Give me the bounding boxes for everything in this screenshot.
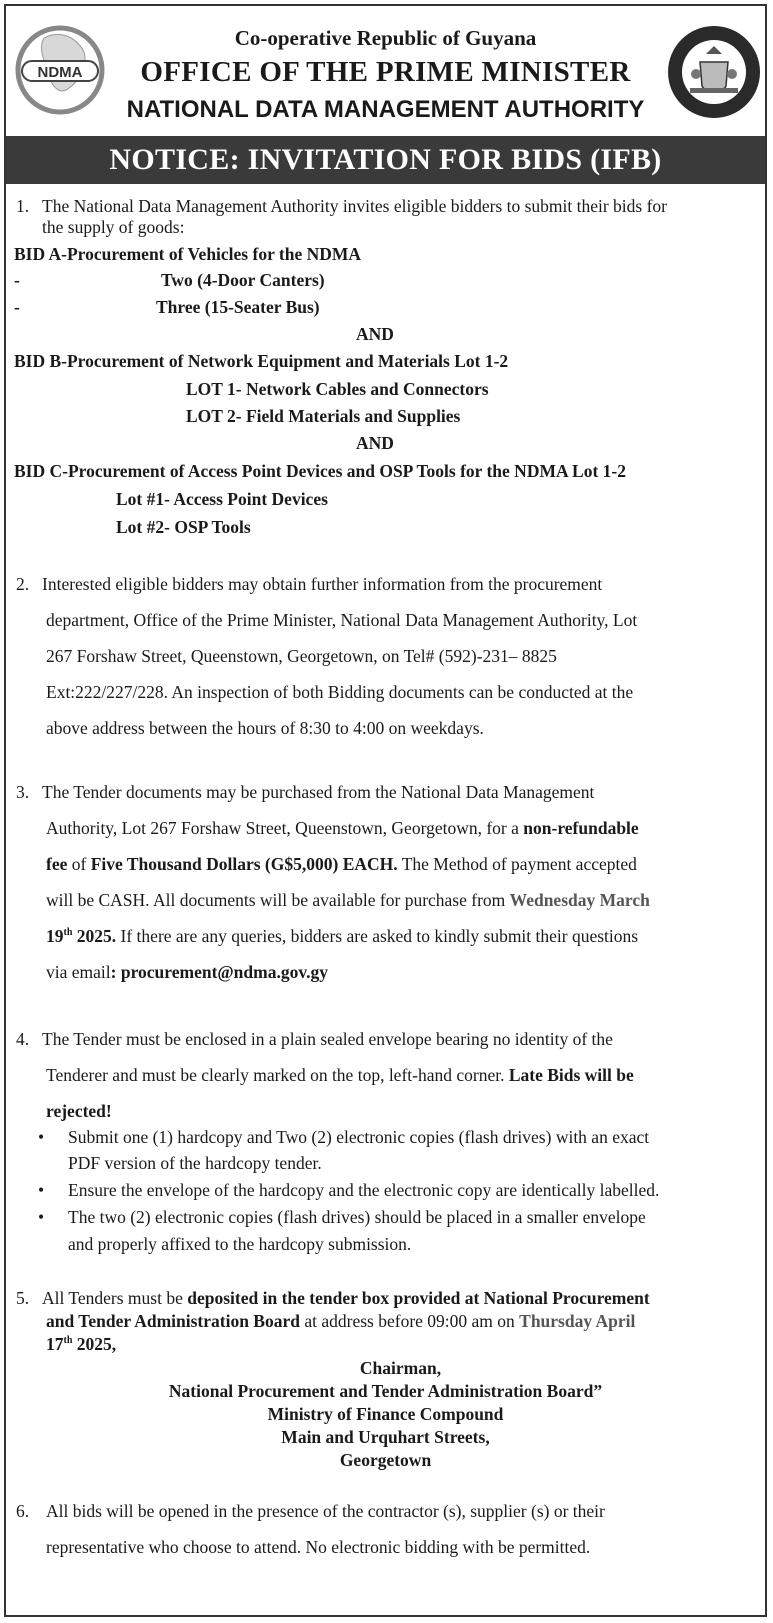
section-2-line-3: 267 Forshaw Street, Queenstown, Georgetown, on Tel# (592)-231– 8825 [46,646,557,666]
section-5-line-2: and Tender Administration Board at address before 09:00 am on Thursday April [46,1311,636,1331]
section-5-number: 5. [16,1288,30,1308]
and-separator-2: AND [356,433,394,453]
bullet-1-line-2: PDF version of the hardcopy tender. [68,1153,322,1173]
bid-b-lot-1: LOT 1- Network Cables and Connectors [186,379,489,399]
section-3-line-3: fee of Five Thousand Dollars (G$5,000) EACH. The Method of payment accepted [46,854,637,874]
and-separator-1: AND [356,324,394,344]
section-2-number: 2. [16,574,30,594]
address-city: Georgetown [339,1450,432,1470]
section-3-line-6: via email: procurement@ndma.gov.gy [46,962,329,982]
section-1-line-2: the supply of goods: [42,217,185,237]
opm-seal [666,24,762,120]
bullet-dot: • [38,1127,45,1147]
address-streets: Main and Urquhart Streets, [281,1427,490,1447]
notice-banner: NOTICE: INVITATION FOR BIDS (IFB) [6,136,765,184]
bid-a-heading: BID A-Procurement of Vehicles for the NDMA [14,244,362,264]
bid-a-item-1: Two (4-Door Canters) [161,270,325,290]
section-4-number: 4. [16,1029,30,1049]
address-board: National Procurement and Tender Administration Board” [168,1381,603,1401]
bid-a-dash-2: - [14,297,20,317]
section-5-line-3: 17th 2025, [46,1334,117,1354]
bullet-2-line-1: Ensure the envelope of the hardcopy and the electronic copy are identically labelled. [68,1180,660,1200]
office-title: OFFICE OF THE PRIME MINISTER [140,56,631,88]
section-4-line-1: The Tender must be enclosed in a plain sealed envelope bearing no identity of the [42,1029,613,1049]
bullet-dot: • [38,1207,45,1227]
section-3-number: 3. [16,782,30,802]
section-3-line-2: Authority, Lot 267 Forshaw Street, Queenstown, Georgetown, for a non-refundable [46,818,639,838]
authority-title: NATIONAL DATA MANAGEMENT AUTHORITY [126,96,645,123]
notice-page [4,4,767,1617]
section-5-line-1: All Tenders must be deposited in the tender box provided at National Procurement [42,1288,650,1308]
section-6-line-1: All bids will be opened in the presence of the contractor (s), supplier (s) or their [46,1501,605,1521]
bid-c-heading: BID C-Procurement of Access Point Devices and OSP Tools for the NDMA Lot 1-2 [14,461,626,481]
section-4-line-3: rejected! [46,1101,112,1121]
section-3-line-5: 19th 2025. If there are any queries, bidders are asked to kindly submit their questions [46,926,639,946]
section-1-line-1: The National Data Management Authority invites eligible bidders to submit their bids for [42,196,668,216]
section-6-number: 6. [16,1501,30,1521]
section-2-line-5: above address between the hours of 8:30 to 4:00 on weekdays. [46,718,484,738]
section-1-number: 1. [16,196,30,216]
address-ministry: Ministry of Finance Compound [267,1404,504,1424]
section-2-line-4: Ext:222/227/228. An inspection of both Bidding documents can be conducted at the [46,682,634,702]
bid-c-lot-2: Lot #2- OSP Tools [116,517,251,537]
bid-a-item-2: Three (15-Seater Bus) [156,297,320,317]
bid-b-heading: BID B-Procurement of Network Equipment and Materials Lot 1-2 [14,351,509,371]
bullet-3-line-2: and properly affixed to the hardcopy submission. [68,1234,412,1254]
section-4-line-2: Tenderer and must be clearly marked on the top, left-hand corner. Late Bids will be [46,1065,634,1085]
section-6-line-2: representative who choose to attend. No electronic bidding with be permitted. [46,1537,591,1557]
bullet-dot: • [38,1180,45,1200]
section-3-line-4: will be CASH. All documents will be available for purchase from Wednesday March [46,890,650,910]
bid-a-dash-1: - [14,270,20,290]
address-chairman: Chairman, [359,1358,442,1378]
bid-b-lot-2: LOT 2- Field Materials and Supplies [186,406,461,426]
header [6,6,765,136]
section-3-line-1: The Tender documents may be purchased from the National Data Management [42,782,595,802]
section-2-line-1: Interested eligible bidders may obtain further information from the procurement [42,574,603,594]
country-title: Co-operative Republic of Guyana [234,26,537,50]
ndma-logo-text: NDMA [37,64,83,81]
section-2-line-2: department, Office of the Prime Minister, National Data Management Authority, Lot [46,610,638,630]
bullet-1-line-1: Submit one (1) hardcopy and Two (2) electronic copies (flash drives) with an exact [68,1127,650,1147]
bid-c-lot-1: Lot #1- Access Point Devices [116,489,328,509]
bullet-3-line-1: The two (2) electronic copies (flash drives) should be placed in a smaller envelope [68,1207,646,1227]
